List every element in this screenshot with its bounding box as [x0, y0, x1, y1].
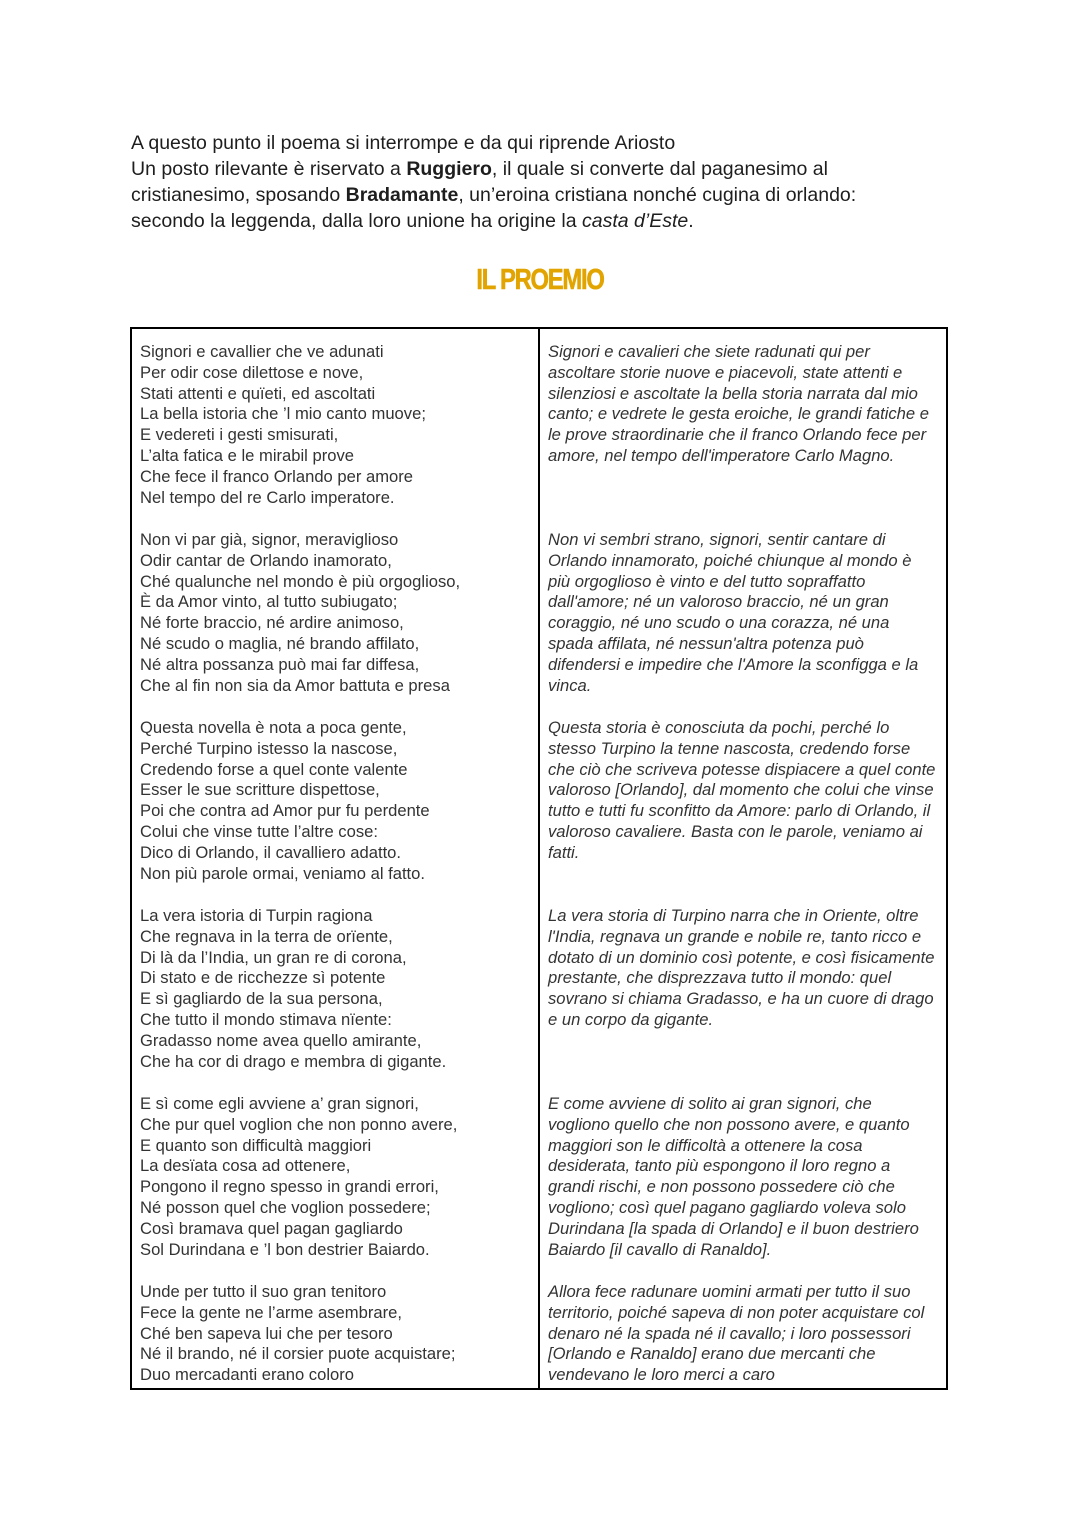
stanza-original-5: E sì come egli avviene a’ gran signori, Che pur quel voglion che non ponno avere, E quanto son difficultà maggiori La desïata cosa ad ottenere, Pongono il regno spesso in grandi errori, Né posson quel che voglion possedere; Così bramava quel pagan gagliardo Sol Durindana e ’l bon destrier Baiardo. [140, 1094, 458, 1259]
stanza-paraphrase-5: E come avviene di solito ai gran signori, che vogliono quello che non possono avere, e quanto maggiori son le difficoltà a ottenere la cosa desiderata, tanto più espongono il loro regno a grandi rischi, e non possono possedere ciò che vogliono; così quel pagano gagliardo voleva solo Durindana [la spada di Orlando] e il buon destriero Baiardo [il cavallo di Ranaldo]. [548, 1094, 919, 1259]
intro-line-2: Un posto rilevante è riservato a Ruggiero, il quale si converte dal paganesimo al cristianesimo, sposando Bradamante, un’eroina cristiana nonché cugina di orlando: secondo la leggenda, dalla loro unione ha origine la casta d’Este. [131, 158, 857, 232]
stanza-paraphrase-2: Non vi sembri strano, signori, sentir cantare di Orlando innamorato, poiché chiunque al mondo è più orgoglioso è vinto e del tutto sopraffatto dall'amore; né un valoroso braccio, né un gran coraggio, né uno scudo o una corazza, né una spada affilata, né nessun'altra potenza può difendersi e impedire che l'Amore la sconfigga e la vinca. [548, 530, 919, 695]
name-ruggiero: Ruggiero [406, 158, 492, 180]
name-bradamante: Bradamante [345, 184, 459, 206]
stanza-original-6: Unde per tutto il suo gran tenitoro Fece la gente ne l’arme asembrare, Ché ben sapeva lui che per tesoro Né il brando, né il corsier puote acquistare; Duo mercadanti erano coloro [140, 1282, 456, 1385]
paraphrase-column [540, 329, 946, 1388]
stanza-paraphrase-6: Allora fece radunare uomini armati per tutto il suo territorio, poiché sapeva di non poter acquistare col denaro né la spada né il cavallo; i loro possessori [Orlando e Ranaldo] erano due mercanti che vendevano le loro merci a caro [548, 1282, 925, 1385]
intro-line-1: A questo punto il poema si interrompe e da qui riprende Ariosto [131, 132, 676, 154]
stanza-paraphrase-3: Questa storia è conosciuta da pochi, perché lo stesso Turpino la tenne nascosta, credendo forse che ciò che scriveva potesse dispiacere a quel conte valoroso [Orlando], dal momento che colui che vinse tutto e tutti fu sconfitto da Amore: parlo di Orlando, il valoroso cavaliere. Basta con le parole, veniamo ai fatti. [548, 718, 936, 862]
stanza-original-2: Non vi par già, signor, meraviglioso Odir cantar de Orlando inamorato, Ché qualunche nel mondo è più orgoglioso, È da Amor vinto, al tutto subiugato; Né forte braccio, né ardire animoso, Né scudo o maglia, né brando affilato, Né altra possanza può mai far diffesa, Che al fin non sia da Amor battuta e presa [140, 530, 461, 695]
stanza-original-3: Questa novella è nota a poca gente, Perché Turpino istesso la nascose, Credendo forse a quel conte valente Esser le sue scritture dispettose, Poi che contra ad Amor pur fu perdente Colui che vinse tutte l’altre cose: Dico di Orlando, il cavalliero adatto. Non più parole ormai, veniamo al fatto. [140, 718, 430, 883]
stanza-original-1: Signori e cavallier che ve adunati Per odir cose dilettose e nove, Stati attenti e quïeti, ed ascoltati La bella istoria che ’l mio canto muove; E vedereti i gesti smisurati, L’alta fatica e le mirabil prove Che fece il franco Orlando per amore Nel tempo del re Carlo imperatore. [140, 342, 426, 507]
original-text-column [132, 329, 540, 1388]
section-title: IL PROEMIO [476, 264, 604, 296]
stanza-paraphrase-4: La vera storia di Turpino narra che in Oriente, oltre l'India, regnava un grande e nobile re, tanto ricco e dotato di un dominio così potente, e così fisicamente prestante, che disprezzava tutto il mondo: quel sovrano si chiama Gradasso, e ha un cuore di drago e un corpo da gigante. [548, 906, 935, 1029]
casta-este: casta d’Este [582, 210, 689, 232]
stanza-original-4: La vera istoria di Turpin ragiona Che regnava in la terra de orïente, Di là da l’India, un gran re di corona, Di stato e de ricchezze sì potente E sì gagliardo de la sua persona, Che tutto il mondo stimava nïente: Gradasso nome avea quello amirante, Che ha cor di drago e membra di gigante. [140, 906, 447, 1071]
poem-table [130, 327, 948, 1390]
stanza-paraphrase-1: Signori e cavalieri che siete radunati qui per ascoltare storie nuove e piacevoli, state attenti e silenziosi e ascoltate la bella storia narrata dal mio canto; e vedrete le gesta eroiche, le grandi fatiche e le prove straordinarie che il franco Orlando fece per amore, nel tempo dell'imperatore Carlo Magno. [548, 342, 929, 465]
intro-paragraph [131, 130, 931, 234]
